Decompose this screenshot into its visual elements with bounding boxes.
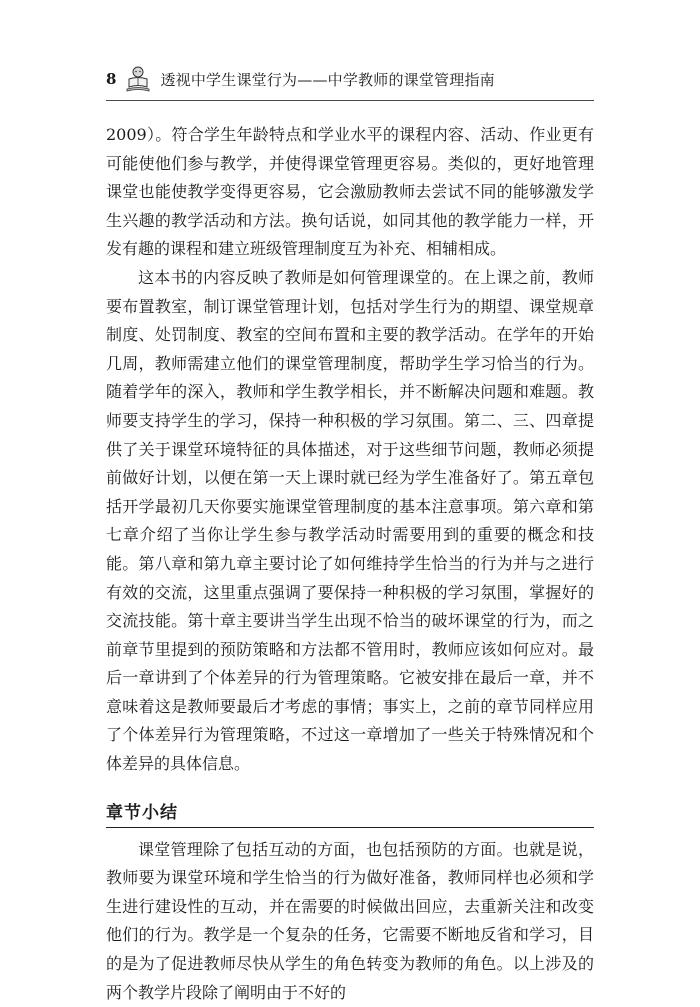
section-heading: 章节小结 (106, 801, 594, 828)
body-paragraph: 2009）。符合学生年龄特点和学业水平的课程内容、活动、作业更有可能使他们参与教学，并使得课堂管理更容易。类似的，更好地管理课堂也能使教学变得更容易，它会激励教师去尝试不同的能够激发学生兴趣的教学活动和方法。换句话说，如同其他的教学能力一样，开发有趣的课程和建立班级管理制度互为补充、相辅相成。 (106, 125, 594, 259)
page-number: 8 (106, 70, 117, 88)
summary-paragraph: 课堂管理除了包括互动的方面，也包括预防的方面。也就是说，教师要为课堂环境和学生恰当的行为做好准备，教师同样也必须和学生进行建设性的互动，并在需要的时候做出回应，去重新关注和改变他们的行为。教学是一个复杂的任务，它需要不断地反省和学习，目的是为了促进教师尽快从学生的角色转变为教师的角色。以上涉及的两个教学片段除了阐明由于不好的 (106, 839, 594, 1002)
header-divider (106, 100, 594, 101)
body-paragraph: 这本书的内容反映了教师是如何管理课堂的。在上课之前，教师要布置教室，制订课堂管理计划，包括对学生行为的期望、课堂规章制度、处罚制度、教室的空间布置和主要的教学活动。在学年的开始几周，教师需建立他们的课堂管理制度，帮助学生学习恰当的行为。随着学年的深入，教师和学生教学相长，并不断解决问题和难题。教师要支持学生的学习，保持一种积极的学习氛围。第二、三、四章提供了关于课堂环境特征的具体描述，对于这些细节问题，教师必须提前做好计划，以便在第一天上课时就已经为学生准备好了。第五章包括开学最初几天你要实施课堂管理制度的基本注意事项。第六章和第七章介绍了当你让学生参与教学活动时需要用到的重要的概念和技能。第八章和第九章主要讨论了如何维持学生恰当的行为并与之进行有效的交流，这里重点强调了要保持一种积极的学习氛围，掌握好的交流技能。第十章主要讲当学生出现不恰当的破坏课堂的行为，而之前章节里提到的预防策略和方法都不管用时，教师应该如何应对。最后一章讲到了个体差异的行为管理策略。它被安排在最后一章，并不意味着这是教师要最后才考虑的事情；事实上，之前的章节同样应用了个体差异行为管理策略，不过这一章增加了一些关于特殊情况和个体差异的具体信息。 (106, 267, 594, 774)
reading-student-logo-icon (124, 65, 152, 93)
running-header (106, 64, 606, 94)
page-body (106, 121, 594, 1007)
running-title: 透视中学生课堂行为——中学教师的课堂管理指南 (160, 70, 495, 89)
